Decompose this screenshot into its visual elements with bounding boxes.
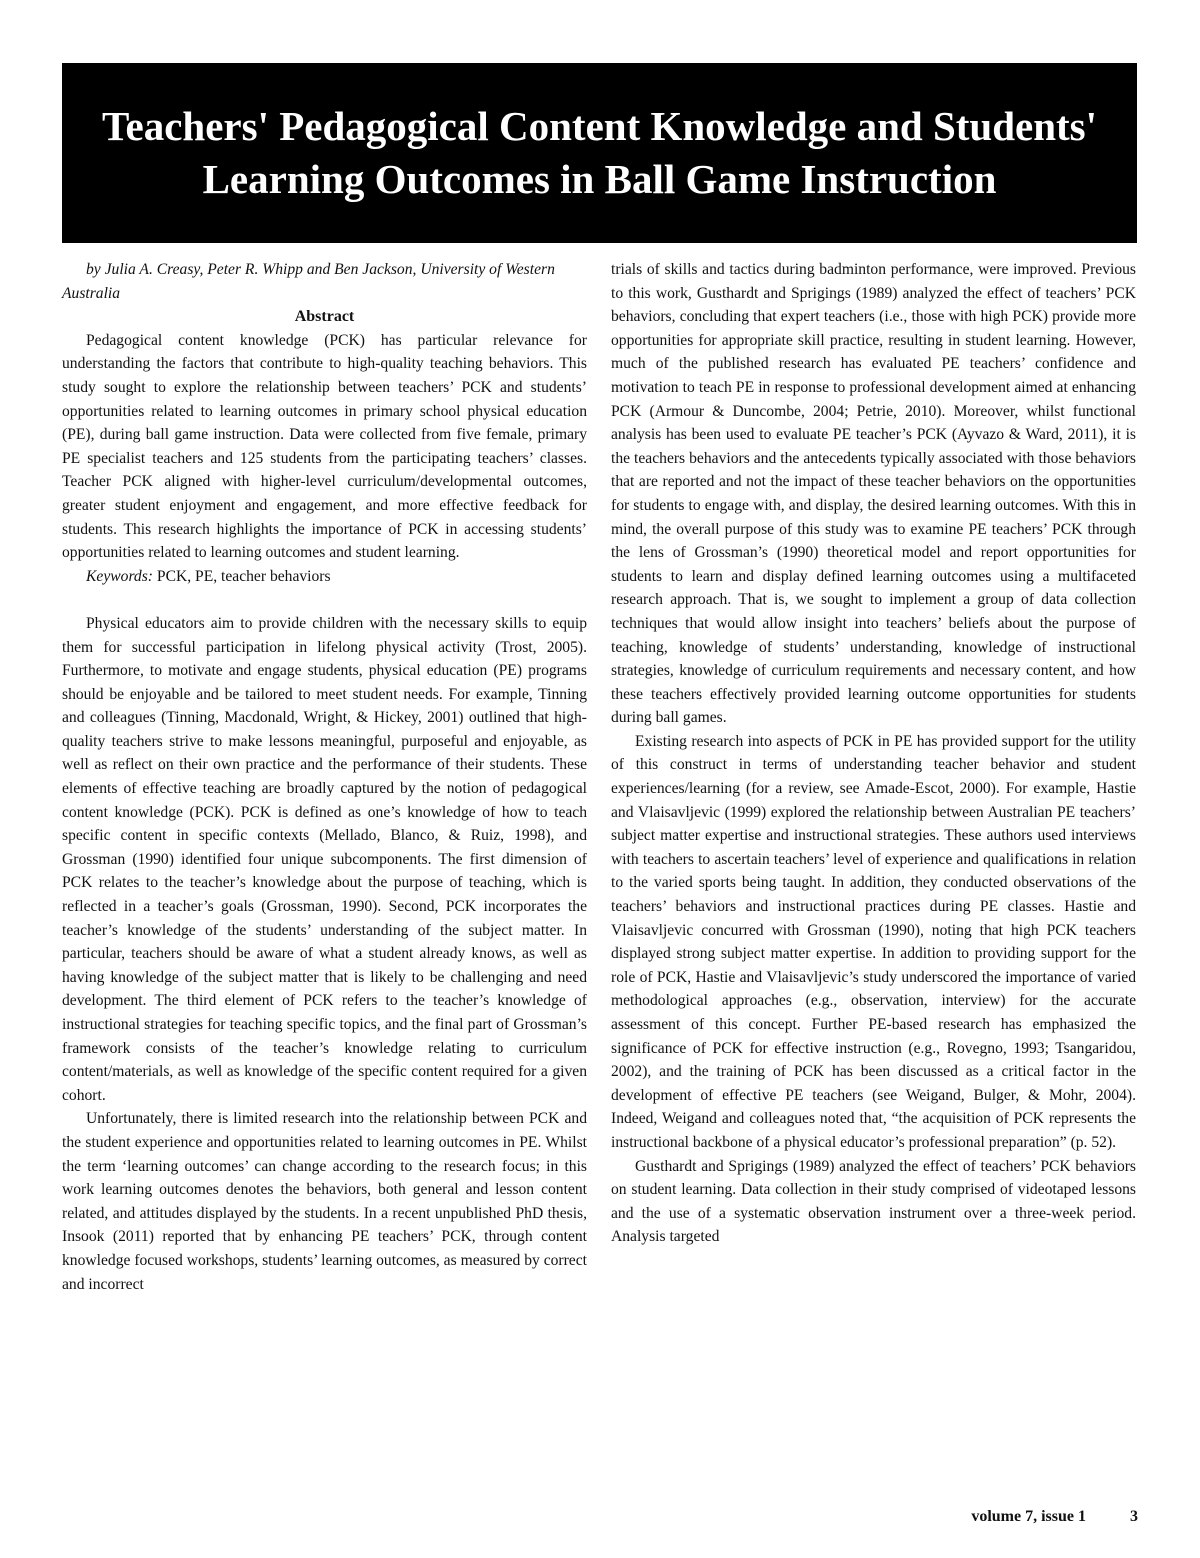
section-spacer [62, 588, 587, 612]
volume-issue: volume 7, issue 1 [971, 1508, 1086, 1525]
title-banner [62, 63, 1137, 243]
article-title: Teachers' Pedagogical Content Knowledge and Students' Learning Outcomes in Ball Game Instruction [101, 103, 1098, 202]
keywords-text: PCK, PE, teacher behaviors [156, 567, 331, 585]
abstract-text: Pedagogical content knowledge (PCK) has particular relevance for understanding the factors that contribute to high-quality teaching behaviors. This study sought to explore the relationship between teachers’ PCK and students’ opportunities related to learning outcomes in primary school physical education (PE), during ball game instruction. Data were collected from five female, primary PE specialist teachers and 125 students from the participating teachers’ classes. Teacher PCK aligned with higher-level curriculum/developmental outcomes, greater student enjoyment and engagement, and more effective feedback for students. This research highlights the importance of PCK in accessing students’ opportunities related to learning outcomes and student learning. [62, 331, 587, 562]
right-column [611, 258, 1136, 1249]
left-column [62, 258, 587, 1296]
body-paragraph-4: Gusthardt and Sprigings (1989) analyzed the effect of teachers’ PCK behaviors on student learning. Data collection in their study comprised of videotaped lessons and the use of a systematic observation instrument over a three-week period. Analysis targeted [611, 1157, 1136, 1246]
body-paragraph-1: Physical educators aim to provide children with the necessary skills to equip them for successful participation in lifelong physical activity (Trost, 2005). Furthermore, to motivate and engage students, physical education (PE) programs should be enjoyable and be tailored to meet student needs. For example, Tinning and colleagues (Tinning, Macdonald, Wright, & Hickey, 2001) outlined that high-quality teachers strive to make lessons meaningful, purposeful and enjoyable, as well as reflect on their own practice and the performance of their students. These elements of effective teaching are broadly captured by the notion of pedagogical content knowledge (PCK). PCK is defined as one’s knowledge of how to teach specific content in specific contexts (Mellado, Blanco, & Ruiz, 1998), and Grossman (1990) identified four unique subcomponents. The first dimension of PCK relates to the teacher’s knowledge about the purpose of teaching, which is reflected in a teacher’s goals (Grossman, 1990). Second, PCK incorporates the teacher’s knowledge of the students’ understanding of the subject matter. In particular, teachers should be aware of what a student already knows, as well as having knowledge of the subject matter that is likely to be challenging and need development. The third element of PCK refers to the teacher’s knowledge of instructional strategies for teaching specific topics, and the final part of Grossman’s framework consists of the teacher’s knowledge relating to curriculum content/materials, as well as knowledge of the specific content required for a given cohort. [62, 614, 587, 1104]
body-paragraph-2: Unfortunately, there is limited research into the relationship between PCK and the student experience and opportunities related to learning outcomes in PE. Whilst the term ‘learning outcomes’ can change according to the research focus; in this work learning outcomes denotes the behaviors, both general and lesson content related, and attitudes displayed by the students. In a recent unpublished PhD thesis, Insook (2011) reported that by enhancing PE teachers’ PCK, through content knowledge focused workshops, students’ learning outcomes, as measured by correct and incorrect [62, 1110, 587, 1293]
page-number: 3 [1130, 1508, 1138, 1525]
body-paragraph-3: Existing research into aspects of PCK in PE has provided support for the utility of this construct in terms of understanding teacher behavior and student experiences/learning (for a review, see Amade-Escot, 2000). For example, Hastie and Vlaisavljevic (1999) explored the relationship between Australian PE teachers’ subject matter expertise and instructional strategies. These authors used interviews with teachers to ascertain teachers’ level of experience and qualifications in relation to the varied sports being taught. In addition, they conducted observations of the teachers’ behaviors and instructional practices during PE classes. Hastie and Vlaisavljevic concurred with Grossman (1990), noting that high PCK teachers displayed strong subject matter expertise. In addition to providing support for the role of PCK, Hastie and Vlaisavljevic’s study underscored the importance of varied methodological approaches (e.g., observation, interview) for the accurate assessment of this concept. Further PE-based research has emphasized the significance of PCK for effective instruction (e.g., Rovegno, 1993; Tsangaridou, 2002), and the training of PCK has been discussed as a critical factor in the development of effective PE teachers (see Weigand, Bulger, & Mohr, 2004). Indeed, Weigand and colleagues noted that, “the acquisition of PCK represents the instructional backbone of a physical educator’s professional preparation” (p. 52). [611, 732, 1136, 1151]
keywords-label: Keywords: [86, 567, 153, 585]
byline: by Julia A. Creasy, Peter R. Whipp and Ben Jackson, University of Western Australia [62, 261, 555, 302]
body-paragraph-2-continued: trials of skills and tactics during badminton performance, were improved. Previous to this work, Gusthardt and Sprigings (1989) analyzed the effect of teachers’ PCK behaviors, concluding that expert teachers (i.e., those with high PCK) provide more opportunities for appropriate skill practice, resulting in student learning. However, much of the published research has evaluated PE teachers’ confidence and motivation to teach PE in response to professional development aimed at enhancing PCK (Armour & Duncombe, 2004; Petrie, 2010). Moreover, whilst functional analysis has been used to evaluate PE teacher’s PCK (Ayvazo & Ward, 2011), it is the teachers behaviors and the antecedents typically associated with those behaviors that are reported and not the impact of these teacher behaviors on the opportunities for students to engage with, and display, the desired learning outcomes. With this in mind, the overall purpose of this study was to examine PE teachers’ PCK through the lens of Grossman’s (1990) theoretical model and report opportunities for students to learn and display defined learning outcomes using a multifaceted research approach. That is, we sought to implement a group of data collection techniques that would allow insight into teachers’ beliefs about the purpose of teaching, knowledge of students’ understanding, knowledge of instructional strategies, knowledge of curriculum requirements and necessary content, and how these teachers effectively provided learning outcome opportunities for students during ball games. [611, 261, 1136, 727]
page-footer [971, 1508, 1138, 1526]
abstract-heading: Abstract [294, 308, 355, 326]
keywords-line [62, 565, 587, 589]
